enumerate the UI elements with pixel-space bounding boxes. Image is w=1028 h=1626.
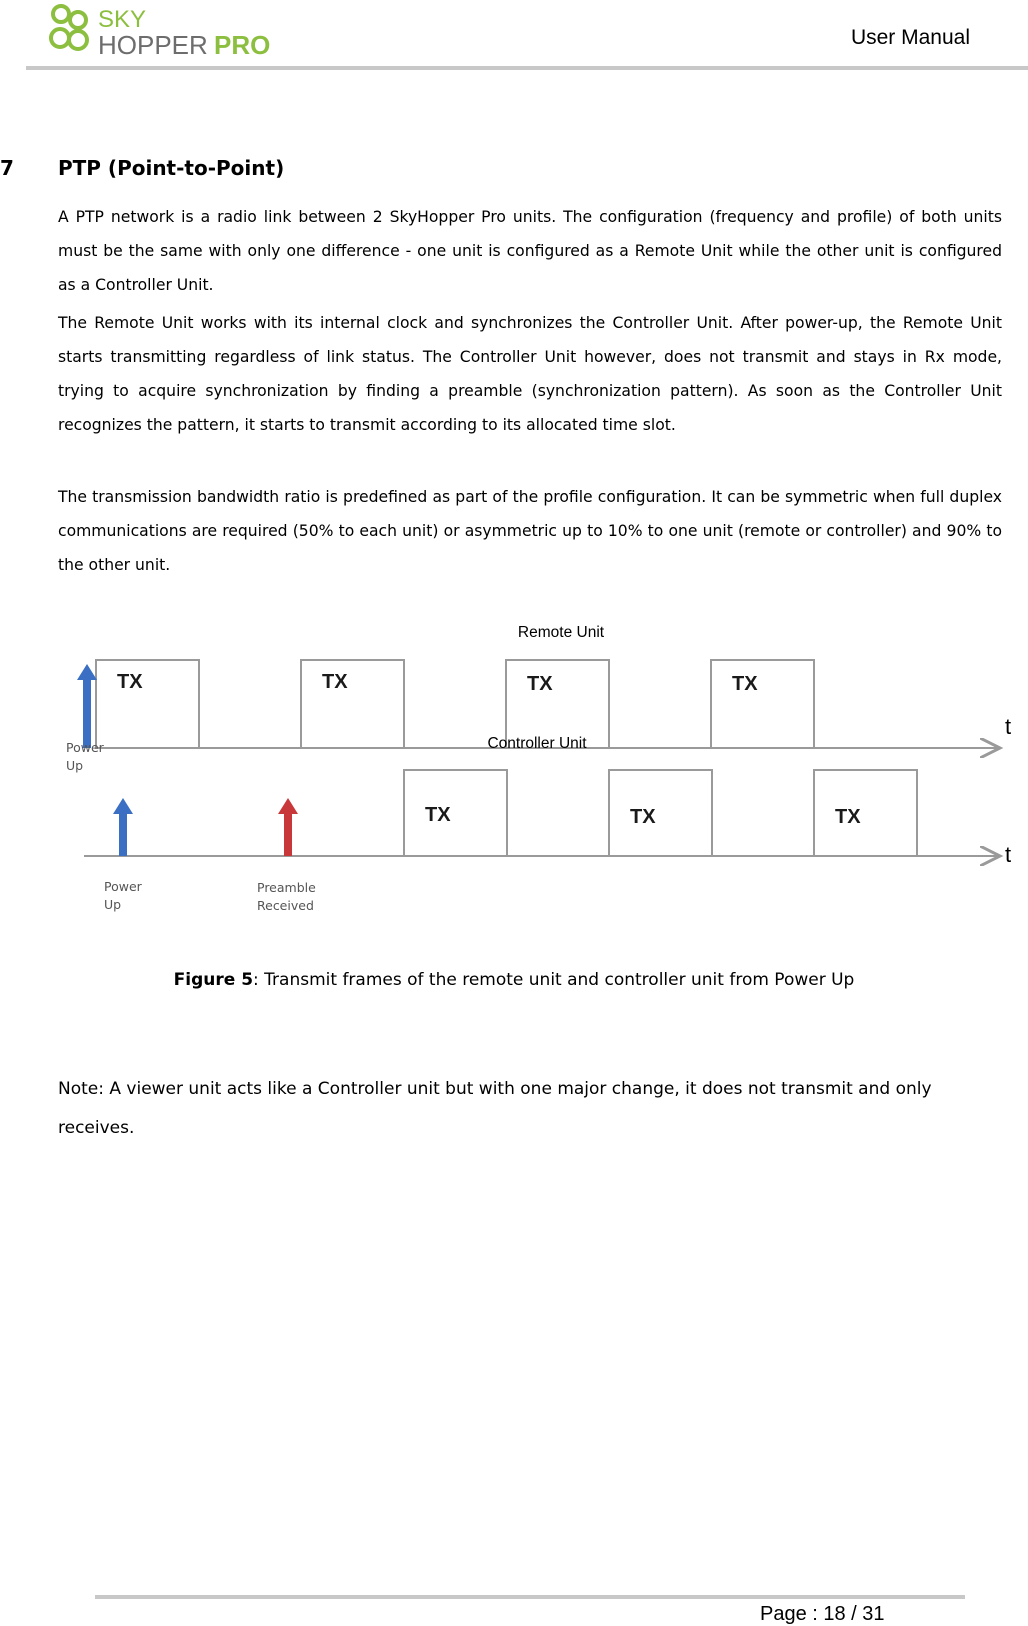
remote-tx-frame <box>711 660 814 748</box>
controller-tx-frame <box>814 770 917 856</box>
preamble-received-arrow-icon <box>278 798 298 856</box>
page-number: Page : 18 / 31 <box>760 1603 885 1625</box>
note-text: Note: A viewer unit acts like a Controller unit but with one major change, it does not transmit and only receives. <box>58 1079 932 1138</box>
controller-tx-frame <box>609 770 712 856</box>
footer-divider <box>95 1595 965 1599</box>
remote-unit-label: Remote Unit <box>517 624 605 641</box>
remote-time-axis-label: t <box>1005 714 1012 739</box>
figure-caption <box>0 970 1028 990</box>
controller-unit-label: Controller Unit <box>487 735 587 752</box>
document-title: User Manual <box>850 26 970 49</box>
controller-tx-frame <box>404 770 507 856</box>
logo-mark-icon <box>51 6 87 49</box>
preamble-received-label: Preamble Received <box>257 880 316 913</box>
paragraph-2: The Remote Unit works with its internal clock and synchronizes the Controller Unit. After power-up, the Remote Unit starts transmitting regardless of link status. The Controller Unit however, does not transmit and stays in Rx mode, trying to acquire synchronization by finding a preamble (synchronization pattern). As soon as the Controller Unit recognizes the pattern, it starts to transmit according to its allocated time slot. <box>58 314 1002 434</box>
transmit-frames-diagram <box>60 616 1028 956</box>
figure-label: Figure 5 <box>173 970 254 990</box>
controller-tx-label: TX <box>835 806 861 828</box>
controller-time-axis-label: t <box>1005 842 1012 867</box>
remote-tx-label: TX <box>732 673 758 695</box>
section-title: PTP (Point-to-Point) <box>58 156 285 180</box>
remote-tx-label: TX <box>527 673 553 695</box>
figure-caption-text: : Transmit frames of the remote unit and controller unit from Power Up <box>253 970 855 990</box>
remote-tx-frames <box>96 660 814 748</box>
logo-text-sky: SKY <box>98 6 147 33</box>
logo-text-hopper: HOPPER <box>98 30 208 60</box>
paragraph-1: A PTP network is a radio link between 2 SkyHopper Pro units. The configuration (frequency and profile) of both units must be the same with only one difference - one unit is configured as a Remote Unit while the other unit is configured as a Controller Unit. <box>58 208 1002 294</box>
remote-power-up-label: Power Up <box>66 740 104 773</box>
remote-tx-frame <box>301 660 404 748</box>
skyhopper-pro-logo <box>48 0 278 62</box>
controller-tx-label: TX <box>425 804 451 826</box>
logo-text-pro: PRO <box>214 30 271 60</box>
remote-power-up-arrow-icon <box>77 664 97 748</box>
controller-tx-label: TX <box>630 806 656 828</box>
remote-tx-frame <box>96 660 199 748</box>
header-divider <box>26 66 1028 70</box>
controller-power-up-arrow-icon <box>113 798 133 856</box>
section-number: 7 <box>0 156 14 180</box>
remote-tx-label: TX <box>322 671 348 693</box>
remote-tx-label: TX <box>117 671 143 693</box>
controller-power-up-label: Power Up <box>104 879 142 912</box>
paragraph-3: The transmission bandwidth ratio is predefined as part of the profile configuration. It can be symmetric when full duplex communications are required (50% to each unit) or asymmetric up to 10% to one unit (remote or controller) and 90% to the other unit. <box>58 488 1002 574</box>
